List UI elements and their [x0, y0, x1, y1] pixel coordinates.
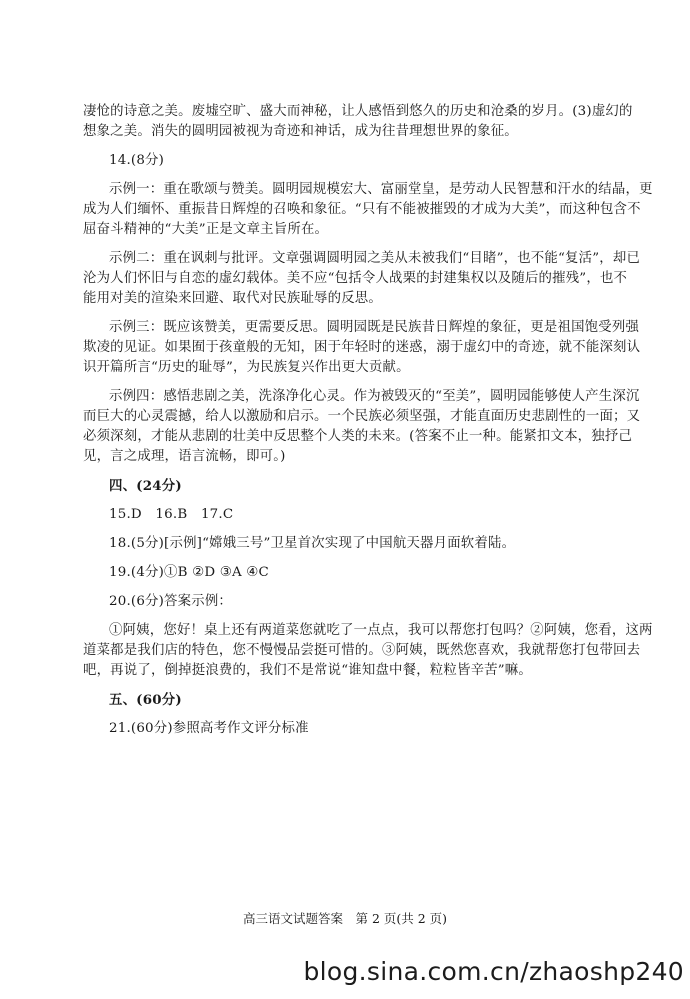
text-line: 吧，再说了，倒掉挺浪费的，我们不是常说“谁知盘中餐，粒粒皆辛苦”嘛。 — [83, 663, 532, 678]
text-line: 五、(60分) — [109, 692, 182, 708]
text-line: 19.(4分)①B ②D ③A ④C — [109, 565, 269, 580]
text-line: 必须深刻，才能从悲剧的壮美中反思整个人类的未来。(答案不止一种。能紧扣文本，独抒己 — [83, 429, 633, 444]
text-line: 示例三：既应该赞美，更需要反思。圆明园既是民族昔日辉煌的象征，更是祖国饱受列强 — [109, 320, 640, 335]
text-line: 能用对美的渲染来回避、取代对民族耻辱的反思。 — [83, 291, 382, 306]
answer-paragraph — [83, 180, 653, 240]
text-line: 屈奋斗精神的“大美”正是文章主旨所在。 — [83, 222, 329, 237]
text-line: 四、(24分) — [109, 478, 182, 494]
answer-paragraph — [83, 151, 623, 171]
text-line: 20.(6分)答案示例： — [109, 594, 233, 609]
answer-paragraph — [83, 505, 623, 525]
answer-paragraph — [83, 719, 623, 739]
text-line: 道菜都是我们店的特色，您不慢慢品尝挺可惜的。③阿姨，既然您喜欢，我就帮您打包带回去 — [83, 643, 641, 658]
answer-paragraph — [83, 318, 641, 378]
text-line: 欺凌的见证。如果囿于孩童般的无知，困于年轻时的迷惑，溺于虚幻中的奇迹，就不能深刻认 — [83, 340, 641, 355]
text-line: 沦为人们怀旧与自恋的虚幻载体。美不应“包括令人战栗的封建集权以及随后的摧残”，也不 — [83, 271, 628, 286]
answer-paragraph — [83, 249, 641, 309]
text-line: 想象之美。消失的圆明园被视为奇迹和神话，成为往昔理想世界的象征。 — [83, 124, 518, 139]
text-line: 18.(5分)[示例]“嫦娥三号”卫星首次实现了中国航天器月面软着陆。 — [109, 536, 516, 551]
text-line: 成为人们缅怀、重振昔日辉煌的召唤和象征。“只有不能被摧毁的才成为大美”，而这种包含不 — [83, 202, 641, 217]
text-line: 示例二：重在讽刺与批评。文章强调圆明园之美从未被我们“目睹”，也不能“复活”，却已 — [109, 251, 641, 266]
text-line: 见，言之成理，语言流畅，即可。) — [83, 449, 286, 464]
answer-content — [83, 102, 653, 748]
page-footer: 高三语文试题答案 第 2 页(共 2 页) — [242, 911, 448, 926]
text-line: 15.D 16.B 17.C — [109, 507, 234, 522]
text-line: 示例一：重在歌颂与赞美。圆明园规模宏大、富丽堂皇，是劳动人民智慧和汗水的结晶，更 — [109, 182, 653, 197]
answer-paragraph — [83, 534, 623, 554]
text-line: 21.(60分)参照高考作文评分标准 — [109, 721, 309, 736]
answer-paragraph — [83, 563, 623, 583]
answer-paragraph — [83, 387, 641, 467]
blog-watermark: blog.sina.com.cn/zhaoshp240 — [303, 957, 684, 986]
text-line: 14.(8分) — [109, 153, 165, 168]
text-line: ①阿姨，您好！桌上还有两道菜您就吃了一点点，我可以帮您打包吗？②阿姨，您看，这两 — [109, 623, 653, 638]
section-heading — [83, 690, 623, 710]
answer-paragraph — [83, 102, 633, 142]
answer-paragraph — [83, 621, 653, 681]
answer-paragraph — [83, 592, 623, 612]
text-line: 凄怆的诗意之美。废墟空旷、盛大而神秘，让人感悟到悠久的历史和沧桑的岁月。(3)虚幻的 — [83, 104, 633, 119]
text-line: 而巨大的心灵震撼，给人以激励和启示。一个民族必须坚强，才能直面历史悲剧性的一面；又 — [83, 409, 641, 424]
section-heading — [83, 476, 623, 496]
text-line: 示例四：感悟悲剧之美，洗涤净化心灵。作为被毁灭的“至美”，圆明园能够使人产生深沉 — [109, 389, 640, 404]
text-line: 识开篇所言“历史的耻辱”，为民族复兴作出更大贡献。 — [83, 360, 410, 375]
